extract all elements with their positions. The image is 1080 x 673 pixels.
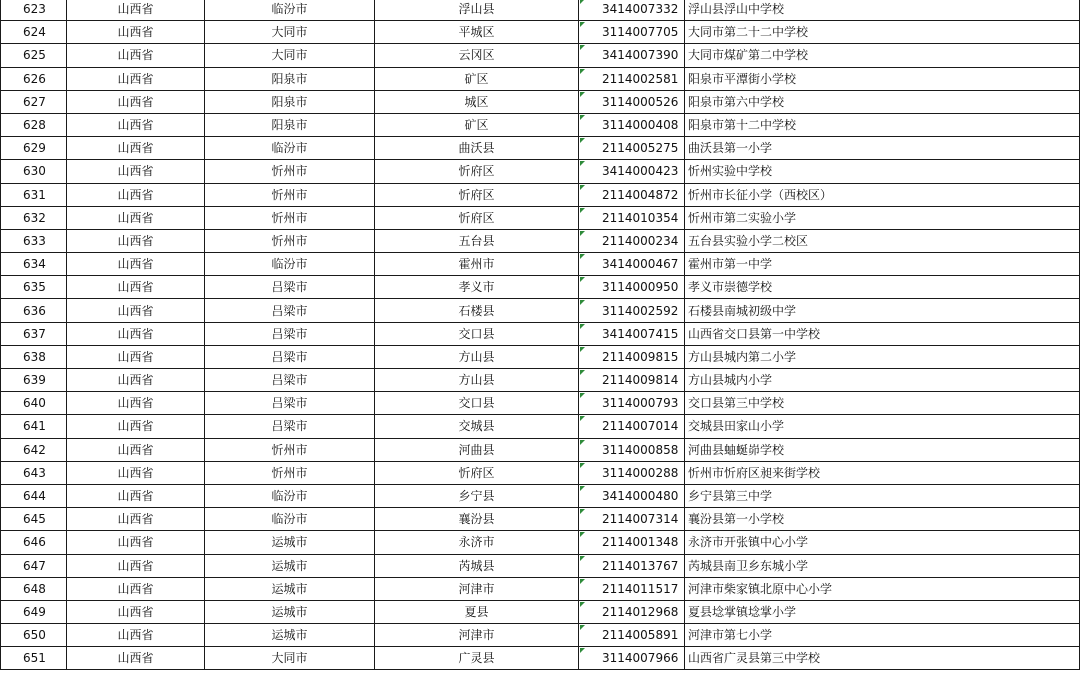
city-cell[interactable]: 吕梁市 (205, 276, 375, 299)
province-cell[interactable]: 山西省 (67, 345, 205, 368)
school-code-cell[interactable]: 2114002581 (579, 67, 685, 90)
school-name-cell[interactable]: 方山县城内小学 (685, 369, 1080, 392)
county-cell[interactable]: 交口县 (375, 322, 579, 345)
row-number-cell[interactable]: 651 (1, 647, 67, 670)
school-name-cell[interactable]: 五台县实验小学二校区 (685, 229, 1080, 252)
city-cell[interactable]: 吕梁市 (205, 392, 375, 415)
province-cell[interactable]: 山西省 (67, 392, 205, 415)
school-name-cell[interactable]: 大同市煤矿第二中学校 (685, 44, 1080, 67)
table-row (1, 21, 1080, 44)
table-row (1, 369, 1080, 392)
table-row (1, 577, 1080, 600)
row-number-cell[interactable]: 633 (1, 229, 67, 252)
province-cell[interactable]: 山西省 (67, 21, 205, 44)
school-name-cell[interactable]: 山西省广灵县第三中学校 (685, 647, 1080, 670)
county-cell[interactable]: 忻府区 (375, 160, 579, 183)
county-cell[interactable]: 芮城县 (375, 554, 579, 577)
school-code-cell[interactable]: 3114000793 (579, 392, 685, 415)
table-row (1, 624, 1080, 647)
city-cell[interactable]: 临汾市 (205, 0, 375, 21)
school-code-cell[interactable]: 3414007390 (579, 44, 685, 67)
table-row (1, 438, 1080, 461)
county-cell[interactable]: 忻府区 (375, 461, 579, 484)
table-row (1, 392, 1080, 415)
row-number-cell[interactable]: 634 (1, 253, 67, 276)
city-cell[interactable]: 吕梁市 (205, 345, 375, 368)
school-code-cell[interactable]: 2114007314 (579, 508, 685, 531)
table-row (1, 206, 1080, 229)
row-number-cell[interactable]: 630 (1, 160, 67, 183)
county-cell[interactable]: 夏县 (375, 600, 579, 623)
school-name-cell[interactable]: 忻州市第二实验小学 (685, 206, 1080, 229)
table-row (1, 484, 1080, 507)
school-code-cell[interactable]: 2114004872 (579, 183, 685, 206)
city-cell[interactable]: 运城市 (205, 577, 375, 600)
row-number-cell[interactable]: 638 (1, 345, 67, 368)
city-cell[interactable]: 吕梁市 (205, 322, 375, 345)
county-cell[interactable]: 石楼县 (375, 299, 579, 322)
row-number-cell[interactable]: 637 (1, 322, 67, 345)
county-cell[interactable]: 矿区 (375, 113, 579, 136)
province-cell[interactable]: 山西省 (67, 229, 205, 252)
school-name-cell[interactable]: 忻州市忻府区昶来街学校 (685, 461, 1080, 484)
table-row (1, 90, 1080, 113)
row-number-cell[interactable]: 626 (1, 67, 67, 90)
table-row (1, 531, 1080, 554)
city-cell[interactable]: 阳泉市 (205, 67, 375, 90)
school-name-cell[interactable]: 石楼县南城初级中学 (685, 299, 1080, 322)
school-name-cell[interactable]: 方山县城内第二小学 (685, 345, 1080, 368)
table-row (1, 67, 1080, 90)
school-code-cell[interactable]: 3114007705 (579, 21, 685, 44)
province-cell[interactable]: 山西省 (67, 322, 205, 345)
city-cell[interactable]: 忻州市 (205, 461, 375, 484)
province-cell[interactable]: 山西省 (67, 160, 205, 183)
school-name-cell[interactable]: 阳泉市第六中学校 (685, 90, 1080, 113)
county-cell[interactable]: 交城县 (375, 415, 579, 438)
row-number-cell[interactable]: 641 (1, 415, 67, 438)
school-name-cell[interactable]: 河津市柴家镇北原中心小学 (685, 577, 1080, 600)
school-name-cell[interactable]: 忻州实验中学校 (685, 160, 1080, 183)
province-cell[interactable]: 山西省 (67, 90, 205, 113)
province-cell[interactable]: 山西省 (67, 113, 205, 136)
city-cell[interactable]: 运城市 (205, 624, 375, 647)
school-code-cell[interactable]: 2114011517 (579, 577, 685, 600)
row-number-cell[interactable]: 635 (1, 276, 67, 299)
province-cell[interactable]: 山西省 (67, 461, 205, 484)
table-row (1, 0, 1080, 21)
school-name-cell[interactable]: 大同市第二十二中学校 (685, 21, 1080, 44)
school-code-cell[interactable]: 2114009815 (579, 345, 685, 368)
province-cell[interactable]: 山西省 (67, 438, 205, 461)
row-number-cell[interactable]: 624 (1, 21, 67, 44)
table-row (1, 113, 1080, 136)
table-row (1, 229, 1080, 252)
city-cell[interactable]: 运城市 (205, 600, 375, 623)
city-cell[interactable]: 吕梁市 (205, 299, 375, 322)
school-name-cell[interactable]: 霍州市第一中学 (685, 253, 1080, 276)
city-cell[interactable]: 临汾市 (205, 508, 375, 531)
school-name-cell[interactable]: 乡宁县第三中学 (685, 484, 1080, 507)
table-row (1, 137, 1080, 160)
city-cell[interactable]: 临汾市 (205, 137, 375, 160)
school-code-cell[interactable]: 2114001348 (579, 531, 685, 554)
row-number-cell[interactable]: 650 (1, 624, 67, 647)
province-cell[interactable]: 山西省 (67, 508, 205, 531)
school-code-cell[interactable]: 2114005275 (579, 137, 685, 160)
school-code-cell[interactable]: 3114007966 (579, 647, 685, 670)
province-cell[interactable]: 山西省 (67, 67, 205, 90)
row-number-cell[interactable]: 629 (1, 137, 67, 160)
row-number-cell[interactable]: 643 (1, 461, 67, 484)
county-cell[interactable]: 霍州市 (375, 253, 579, 276)
county-cell[interactable]: 方山县 (375, 345, 579, 368)
province-cell[interactable]: 山西省 (67, 531, 205, 554)
school-code-cell[interactable]: 3114000288 (579, 461, 685, 484)
school-name-cell[interactable]: 芮城县南卫乡东城小学 (685, 554, 1080, 577)
row-number-cell[interactable]: 640 (1, 392, 67, 415)
school-code-cell[interactable]: 3114000526 (579, 90, 685, 113)
school-code-cell[interactable]: 3414007415 (579, 322, 685, 345)
province-cell[interactable]: 山西省 (67, 484, 205, 507)
county-cell[interactable]: 平城区 (375, 21, 579, 44)
school-name-cell[interactable]: 襄汾县第一小学校 (685, 508, 1080, 531)
school-code-cell[interactable]: 2114007014 (579, 415, 685, 438)
row-number-cell[interactable]: 631 (1, 183, 67, 206)
city-cell[interactable]: 大同市 (205, 44, 375, 67)
school-name-cell[interactable]: 阳泉市平潭街小学校 (685, 67, 1080, 90)
row-number-cell[interactable]: 646 (1, 531, 67, 554)
school-code-cell[interactable]: 3114000950 (579, 276, 685, 299)
table-row (1, 461, 1080, 484)
school-code-cell[interactable]: 2114009814 (579, 369, 685, 392)
province-cell[interactable]: 山西省 (67, 369, 205, 392)
row-number-cell[interactable]: 647 (1, 554, 67, 577)
school-code-cell[interactable]: 3114000408 (579, 113, 685, 136)
school-name-cell[interactable]: 河津市第七小学 (685, 624, 1080, 647)
province-cell[interactable]: 山西省 (67, 44, 205, 67)
table-row (1, 345, 1080, 368)
row-number-cell[interactable]: 642 (1, 438, 67, 461)
school-code-cell[interactable]: 2114010354 (579, 206, 685, 229)
school-name-cell[interactable]: 交城县田家山小学 (685, 415, 1080, 438)
table-row (1, 253, 1080, 276)
table-row (1, 508, 1080, 531)
row-number-cell[interactable]: 623 (1, 0, 67, 21)
county-cell[interactable]: 河津市 (375, 624, 579, 647)
province-cell[interactable]: 山西省 (67, 253, 205, 276)
school-code-cell[interactable]: 3414007332 (579, 0, 685, 21)
county-cell[interactable]: 方山县 (375, 369, 579, 392)
county-cell[interactable]: 河津市 (375, 577, 579, 600)
school-name-cell[interactable]: 夏县埝掌镇埝掌小学 (685, 600, 1080, 623)
row-number-cell[interactable]: 648 (1, 577, 67, 600)
table-row (1, 44, 1080, 67)
school-name-cell[interactable]: 阳泉市第十二中学校 (685, 113, 1080, 136)
school-code-cell[interactable]: 3114000858 (579, 438, 685, 461)
province-cell[interactable]: 山西省 (67, 577, 205, 600)
county-cell[interactable]: 曲沃县 (375, 137, 579, 160)
county-cell[interactable]: 孝义市 (375, 276, 579, 299)
city-cell[interactable]: 阳泉市 (205, 113, 375, 136)
province-cell[interactable]: 山西省 (67, 206, 205, 229)
school-name-cell[interactable]: 永济市开张镇中心小学 (685, 531, 1080, 554)
table-row (1, 647, 1080, 670)
table-row (1, 415, 1080, 438)
province-cell[interactable]: 山西省 (67, 624, 205, 647)
school-name-cell[interactable]: 曲沃县第一小学 (685, 137, 1080, 160)
county-cell[interactable]: 广灵县 (375, 647, 579, 670)
school-name-cell[interactable]: 交口县第三中学校 (685, 392, 1080, 415)
county-cell[interactable]: 交口县 (375, 392, 579, 415)
city-cell[interactable]: 大同市 (205, 647, 375, 670)
school-name-cell[interactable]: 浮山县浮山中学校 (685, 0, 1080, 21)
school-code-cell[interactable]: 2114000234 (579, 229, 685, 252)
county-cell[interactable]: 五台县 (375, 229, 579, 252)
table-row (1, 600, 1080, 623)
city-cell[interactable]: 忻州市 (205, 438, 375, 461)
row-number-cell[interactable]: 636 (1, 299, 67, 322)
table-row (1, 160, 1080, 183)
province-cell[interactable]: 山西省 (67, 647, 205, 670)
row-number-cell[interactable]: 645 (1, 508, 67, 531)
province-cell[interactable]: 山西省 (67, 137, 205, 160)
city-cell[interactable]: 临汾市 (205, 253, 375, 276)
table-row (1, 299, 1080, 322)
county-cell[interactable]: 永济市 (375, 531, 579, 554)
table-row (1, 276, 1080, 299)
table-row (1, 322, 1080, 345)
county-cell[interactable]: 城区 (375, 90, 579, 113)
city-cell[interactable]: 吕梁市 (205, 415, 375, 438)
city-cell[interactable]: 忻州市 (205, 206, 375, 229)
county-cell[interactable]: 襄汾县 (375, 508, 579, 531)
province-cell[interactable]: 山西省 (67, 183, 205, 206)
county-cell[interactable]: 忻府区 (375, 206, 579, 229)
school-name-cell[interactable]: 孝义市崇德学校 (685, 276, 1080, 299)
county-cell[interactable]: 浮山县 (375, 0, 579, 21)
table-row (1, 183, 1080, 206)
city-cell[interactable]: 运城市 (205, 554, 375, 577)
city-cell[interactable]: 忻州市 (205, 183, 375, 206)
province-cell[interactable]: 山西省 (67, 415, 205, 438)
school-code-cell[interactable]: 3414000467 (579, 253, 685, 276)
province-cell[interactable]: 山西省 (67, 600, 205, 623)
city-cell[interactable]: 运城市 (205, 531, 375, 554)
row-number-cell[interactable]: 644 (1, 484, 67, 507)
city-cell[interactable]: 临汾市 (205, 484, 375, 507)
row-number-cell[interactable]: 649 (1, 600, 67, 623)
school-name-cell[interactable]: 忻州市长征小学（西校区） (685, 183, 1080, 206)
city-cell[interactable]: 忻州市 (205, 229, 375, 252)
school-name-cell[interactable]: 山西省交口县第一中学校 (685, 322, 1080, 345)
county-cell[interactable]: 云冈区 (375, 44, 579, 67)
table-row (1, 554, 1080, 577)
province-cell[interactable]: 山西省 (67, 276, 205, 299)
school-code-cell[interactable]: 2114012968 (579, 600, 685, 623)
school-code-cell[interactable]: 3414000480 (579, 484, 685, 507)
table-body (1, 0, 1080, 670)
county-cell[interactable]: 忻府区 (375, 183, 579, 206)
school-code-cell[interactable]: 3114002592 (579, 299, 685, 322)
school-name-cell[interactable]: 河曲县蚰蜒峁学校 (685, 438, 1080, 461)
city-cell[interactable]: 忻州市 (205, 160, 375, 183)
school-code-cell[interactable]: 2114005891 (579, 624, 685, 647)
province-cell[interactable]: 山西省 (67, 299, 205, 322)
county-cell[interactable]: 矿区 (375, 67, 579, 90)
city-cell[interactable]: 吕梁市 (205, 369, 375, 392)
city-cell[interactable]: 阳泉市 (205, 90, 375, 113)
row-number-cell[interactable]: 639 (1, 369, 67, 392)
province-cell[interactable]: 山西省 (67, 554, 205, 577)
county-cell[interactable]: 乡宁县 (375, 484, 579, 507)
row-number-cell[interactable]: 625 (1, 44, 67, 67)
row-number-cell[interactable]: 628 (1, 113, 67, 136)
city-cell[interactable]: 大同市 (205, 21, 375, 44)
row-number-cell[interactable]: 632 (1, 206, 67, 229)
row-number-cell[interactable]: 627 (1, 90, 67, 113)
county-cell[interactable]: 河曲县 (375, 438, 579, 461)
school-code-cell[interactable]: 2114013767 (579, 554, 685, 577)
province-cell[interactable]: 山西省 (67, 0, 205, 21)
school-code-cell[interactable]: 3414000423 (579, 160, 685, 183)
